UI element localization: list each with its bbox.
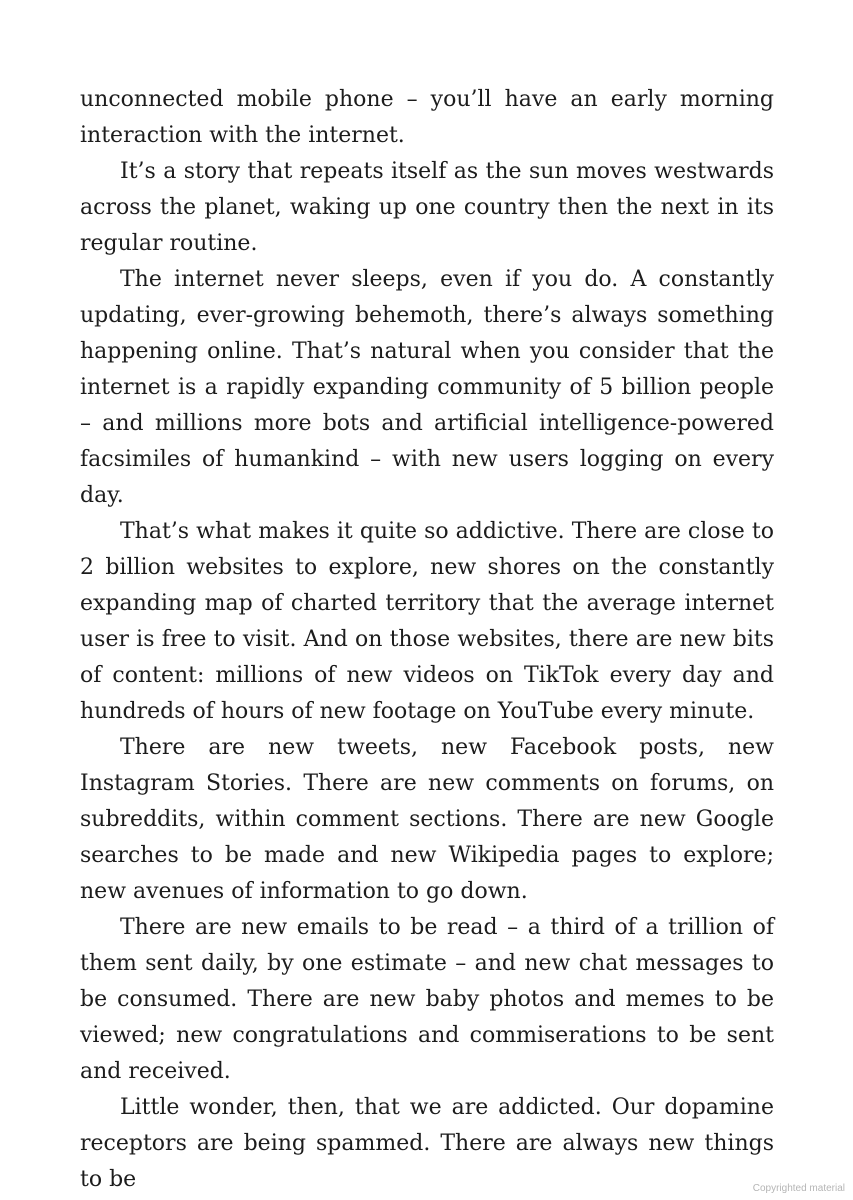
paragraph-3: The internet never sleeps, even if you do. A constantly updating, ever-growing behemoth, there’s always something happening online. That’s natural when you consider that the internet is a rapidly expanding community of 5 billion people – and millions more bots and artificial intelligence-powered facsimiles of humankind – with new users logging on every day. <box>80 267 774 508</box>
book-page-body <box>80 82 774 1198</box>
paragraph-7: Little wonder, then, that we are addicted. Our dopamine receptors are being spammed. There are always new things to be <box>80 1095 774 1192</box>
paragraph-1: unconnected mobile phone – you’ll have an early morning interaction with the internet. <box>80 87 774 148</box>
paragraph-5: There are new tweets, new Facebook posts, new Instagram Stories. There are new comments on forums, on subreddits, within comment sections. There are new Google searches to be made and new Wikipedia pages to explore; new avenues of information to go down. <box>80 735 774 904</box>
paragraph-2: It’s a story that repeats itself as the sun moves westwards across the planet, waking up one country then the next in its regular routine. <box>80 159 774 256</box>
copyright-watermark: Copyrighted material <box>752 1183 845 1194</box>
paragraph-6: There are new emails to be read – a third of a trillion of them sent daily, by one estimate – and new chat messages to be consumed. There are new baby photos and memes to be viewed; new congratulations and commiserations to be sent and received. <box>80 915 774 1084</box>
paragraph-4: That’s what makes it quite so addictive. There are close to 2 billion websites to explore, new shores on the constantly expanding map of charted territory that the average internet user is free to visit. And on those websites, there are new bits of content: millions of new videos on TikTok every day and hundreds of hours of new footage on YouTube every minute. <box>80 519 774 724</box>
